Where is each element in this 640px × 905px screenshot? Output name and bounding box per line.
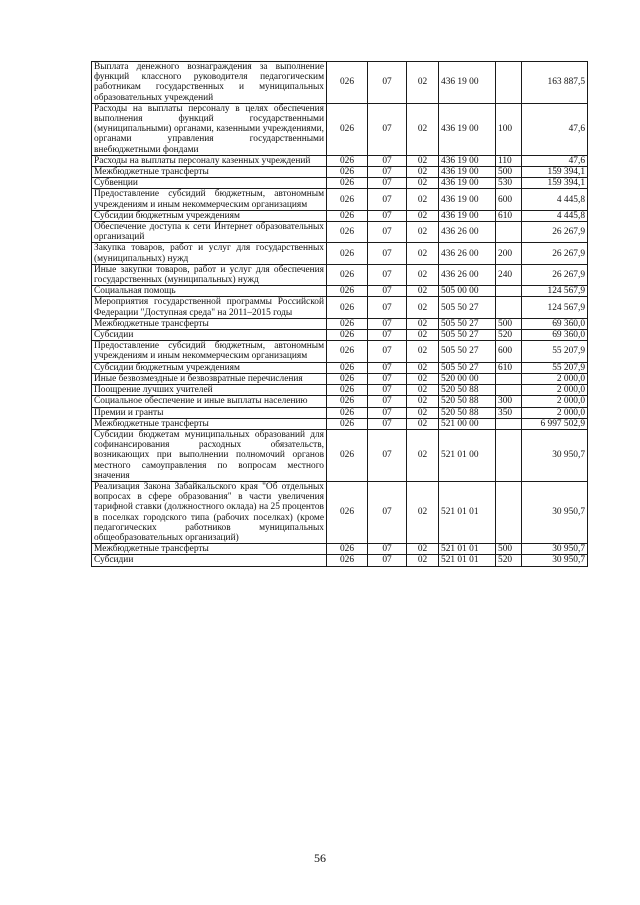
row-target-code: 521 01 01 bbox=[439, 544, 496, 555]
row-name: Обеспечение доступа к сети Интернет образовательных организаций bbox=[92, 222, 327, 243]
row-target-code: 436 19 00 bbox=[439, 178, 496, 189]
row-section-code: 07 bbox=[368, 297, 407, 318]
row-subsection-code: 02 bbox=[407, 62, 439, 104]
row-target-code: 521 01 01 bbox=[439, 481, 496, 543]
row-subsection-code: 02 bbox=[407, 286, 439, 297]
row-name: Субсидии бюджетным учреждениям bbox=[92, 210, 327, 221]
table-row bbox=[92, 429, 588, 481]
row-name: Субсидии бюджетам муниципальных образований для софинансирования расходных обязательств, возникающих при выполнении полномочий органов местного самоуправления по вопросам местного значения bbox=[92, 429, 327, 481]
row-name: Выплата денежного вознаграждения за выполнение функций классного руководителя педагогическим работникам государственных и муниципальных образовательных учреждений bbox=[92, 62, 327, 104]
row-expense-type-code: 100 bbox=[496, 103, 522, 155]
row-amount: 26 267,9 bbox=[522, 222, 588, 243]
row-amount: 124 567,9 bbox=[522, 286, 588, 297]
row-amount: 2 000,0 bbox=[522, 396, 588, 407]
row-expense-type-code: 600 bbox=[496, 189, 522, 210]
row-ved-code: 026 bbox=[327, 318, 368, 329]
row-amount: 26 267,9 bbox=[522, 243, 588, 264]
row-amount: 30 950,7 bbox=[522, 429, 588, 481]
row-section-code: 07 bbox=[368, 362, 407, 373]
row-name: Расходы на выплаты персоналу казенных учреждений bbox=[92, 155, 327, 166]
row-subsection-code: 02 bbox=[407, 407, 439, 418]
row-expense-type-code: 300 bbox=[496, 396, 522, 407]
row-expense-type-code bbox=[496, 222, 522, 243]
row-ved-code: 026 bbox=[327, 341, 368, 362]
row-ved-code: 026 bbox=[327, 62, 368, 104]
row-section-code: 07 bbox=[368, 178, 407, 189]
row-name: Расходы на выплаты персоналу в целях обеспечения выполнения функций государственными (муниципальными) органами, казенными учреждениями, органами управления государственными внебюджетными фондами bbox=[92, 103, 327, 155]
row-name: Поощрение лучших учителей bbox=[92, 385, 327, 396]
row-amount: 2 000,0 bbox=[522, 373, 588, 384]
table-row bbox=[92, 418, 588, 429]
row-expense-type-code bbox=[496, 286, 522, 297]
row-ved-code: 026 bbox=[327, 362, 368, 373]
row-subsection-code: 02 bbox=[407, 155, 439, 166]
row-subsection-code: 02 bbox=[407, 418, 439, 429]
table-row bbox=[92, 407, 588, 418]
row-target-code: 505 50 27 bbox=[439, 362, 496, 373]
row-amount: 2 000,0 bbox=[522, 385, 588, 396]
row-amount: 4 445,8 bbox=[522, 189, 588, 210]
row-subsection-code: 02 bbox=[407, 103, 439, 155]
row-target-code: 436 19 00 bbox=[439, 103, 496, 155]
row-subsection-code: 02 bbox=[407, 481, 439, 543]
row-amount: 159 394,1 bbox=[522, 167, 588, 178]
row-target-code: 520 50 88 bbox=[439, 407, 496, 418]
row-expense-type-code bbox=[496, 62, 522, 104]
row-section-code: 07 bbox=[368, 286, 407, 297]
row-amount: 6 997 502,9 bbox=[522, 418, 588, 429]
row-ved-code: 026 bbox=[327, 481, 368, 543]
row-expense-type-code: 500 bbox=[496, 544, 522, 555]
row-expense-type-code bbox=[496, 297, 522, 318]
row-section-code: 07 bbox=[368, 396, 407, 407]
row-expense-type-code: 110 bbox=[496, 155, 522, 166]
row-ved-code: 026 bbox=[327, 222, 368, 243]
row-section-code: 07 bbox=[368, 318, 407, 329]
table-row bbox=[92, 373, 588, 384]
table-row bbox=[92, 330, 588, 341]
row-section-code: 07 bbox=[368, 189, 407, 210]
row-subsection-code: 02 bbox=[407, 544, 439, 555]
row-name: Мероприятия государственной программы Российской Федерации "Доступная среда" на 2011–2015 годы bbox=[92, 297, 327, 318]
row-amount: 30 950,7 bbox=[522, 544, 588, 555]
table-row bbox=[92, 544, 588, 555]
row-subsection-code: 02 bbox=[407, 264, 439, 285]
row-amount: 69 360,0 bbox=[522, 330, 588, 341]
row-target-code: 505 50 27 bbox=[439, 297, 496, 318]
row-subsection-code: 02 bbox=[407, 243, 439, 264]
row-target-code: 436 19 00 bbox=[439, 167, 496, 178]
row-section-code: 07 bbox=[368, 155, 407, 166]
table-row bbox=[92, 167, 588, 178]
row-expense-type-code: 530 bbox=[496, 178, 522, 189]
table-row bbox=[92, 286, 588, 297]
table-row bbox=[92, 481, 588, 543]
row-amount: 30 950,7 bbox=[522, 555, 588, 566]
row-ved-code: 026 bbox=[327, 210, 368, 221]
row-section-code: 07 bbox=[368, 341, 407, 362]
row-ved-code: 026 bbox=[327, 418, 368, 429]
row-amount: 30 950,7 bbox=[522, 481, 588, 543]
row-section-code: 07 bbox=[368, 264, 407, 285]
table-row bbox=[92, 178, 588, 189]
row-ved-code: 026 bbox=[327, 189, 368, 210]
row-amount: 55 207,9 bbox=[522, 341, 588, 362]
row-ved-code: 026 bbox=[327, 396, 368, 407]
page-number: 56 bbox=[314, 851, 326, 865]
row-section-code: 07 bbox=[368, 243, 407, 264]
row-section-code: 07 bbox=[368, 555, 407, 566]
row-amount: 163 887,5 bbox=[522, 62, 588, 104]
row-expense-type-code bbox=[496, 418, 522, 429]
table-row bbox=[92, 222, 588, 243]
row-ved-code: 026 bbox=[327, 286, 368, 297]
row-name: Межбюджетные трансферты bbox=[92, 418, 327, 429]
row-target-code: 436 26 00 bbox=[439, 264, 496, 285]
row-subsection-code: 02 bbox=[407, 341, 439, 362]
row-subsection-code: 02 bbox=[407, 362, 439, 373]
row-name: Реализация Закона Забайкальского края "Об отдельных вопросах в сфере образования" в части увеличения тарифной ставки (должностного оклада) на 25 процентов в поселках городского типа (рабочих поселках) (кроме педагогических работников муниципальных общеобразовательных организаций) bbox=[92, 481, 327, 543]
row-subsection-code: 02 bbox=[407, 222, 439, 243]
table-body bbox=[92, 62, 588, 567]
row-amount: 55 207,9 bbox=[522, 362, 588, 373]
row-ved-code: 026 bbox=[327, 167, 368, 178]
row-subsection-code: 02 bbox=[407, 385, 439, 396]
row-target-code: 520 50 88 bbox=[439, 385, 496, 396]
row-name: Закупка товаров, работ и услуг для государственных (муниципальных) нужд bbox=[92, 243, 327, 264]
row-target-code: 436 19 00 bbox=[439, 155, 496, 166]
row-target-code: 436 19 00 bbox=[439, 189, 496, 210]
row-ved-code: 026 bbox=[327, 178, 368, 189]
row-section-code: 07 bbox=[368, 481, 407, 543]
row-name: Предоставление субсидий бюджетным, автономным учреждениям и иным некоммерческим организациям bbox=[92, 189, 327, 210]
row-ved-code: 026 bbox=[327, 385, 368, 396]
row-section-code: 07 bbox=[368, 385, 407, 396]
row-subsection-code: 02 bbox=[407, 330, 439, 341]
budget-table bbox=[91, 61, 588, 567]
row-target-code: 521 01 00 bbox=[439, 429, 496, 481]
row-section-code: 07 bbox=[368, 330, 407, 341]
row-amount: 124 567,9 bbox=[522, 297, 588, 318]
row-ved-code: 026 bbox=[327, 407, 368, 418]
row-expense-type-code bbox=[496, 373, 522, 384]
table-row bbox=[92, 341, 588, 362]
table-row bbox=[92, 189, 588, 210]
row-name: Социальная помощь bbox=[92, 286, 327, 297]
row-expense-type-code bbox=[496, 429, 522, 481]
row-expense-type-code: 500 bbox=[496, 318, 522, 329]
row-name: Иные закупки товаров, работ и услуг для обеспечения государственных (муниципальных) нужд bbox=[92, 264, 327, 285]
row-target-code: 505 00 00 bbox=[439, 286, 496, 297]
row-target-code: 436 26 00 bbox=[439, 243, 496, 264]
row-target-code: 505 50 27 bbox=[439, 341, 496, 362]
row-name: Межбюджетные трансферты bbox=[92, 544, 327, 555]
row-expense-type-code: 520 bbox=[496, 330, 522, 341]
table-row bbox=[92, 62, 588, 104]
row-expense-type-code bbox=[496, 481, 522, 543]
row-ved-code: 026 bbox=[327, 103, 368, 155]
row-ved-code: 026 bbox=[327, 429, 368, 481]
row-ved-code: 026 bbox=[327, 243, 368, 264]
row-amount: 159 394,1 bbox=[522, 178, 588, 189]
row-name: Иные безвозмездные и безвозвратные перечисления bbox=[92, 373, 327, 384]
table-row bbox=[92, 362, 588, 373]
row-subsection-code: 02 bbox=[407, 178, 439, 189]
row-target-code: 505 50 27 bbox=[439, 318, 496, 329]
row-name: Межбюджетные трансферты bbox=[92, 167, 327, 178]
row-section-code: 07 bbox=[368, 62, 407, 104]
row-name: Социальное обеспечение и иные выплаты населению bbox=[92, 396, 327, 407]
row-amount: 26 267,9 bbox=[522, 264, 588, 285]
row-target-code: 505 50 27 bbox=[439, 330, 496, 341]
row-ved-code: 026 bbox=[327, 155, 368, 166]
table-row bbox=[92, 210, 588, 221]
row-name: Субсидии bbox=[92, 555, 327, 566]
row-subsection-code: 02 bbox=[407, 189, 439, 210]
row-target-code: 436 19 00 bbox=[439, 62, 496, 104]
row-ved-code: 026 bbox=[327, 544, 368, 555]
table-row bbox=[92, 155, 588, 166]
row-ved-code: 026 bbox=[327, 373, 368, 384]
row-expense-type-code: 240 bbox=[496, 264, 522, 285]
table-row bbox=[92, 103, 588, 155]
row-ved-code: 026 bbox=[327, 264, 368, 285]
row-section-code: 07 bbox=[368, 103, 407, 155]
row-expense-type-code: 600 bbox=[496, 341, 522, 362]
row-name: Предоставление субсидий бюджетным, автономным учреждениям и иным некоммерческим организациям bbox=[92, 341, 327, 362]
row-name: Премии и гранты bbox=[92, 407, 327, 418]
row-expense-type-code: 610 bbox=[496, 362, 522, 373]
row-target-code: 436 26 00 bbox=[439, 222, 496, 243]
row-target-code: 520 50 88 bbox=[439, 396, 496, 407]
row-subsection-code: 02 bbox=[407, 396, 439, 407]
row-subsection-code: 02 bbox=[407, 297, 439, 318]
row-amount: 2 000,0 bbox=[522, 407, 588, 418]
row-subsection-code: 02 bbox=[407, 210, 439, 221]
row-amount: 47,6 bbox=[522, 103, 588, 155]
row-subsection-code: 02 bbox=[407, 167, 439, 178]
row-section-code: 07 bbox=[368, 373, 407, 384]
row-subsection-code: 02 bbox=[407, 555, 439, 566]
row-name: Субвенции bbox=[92, 178, 327, 189]
row-section-code: 07 bbox=[368, 418, 407, 429]
row-section-code: 07 bbox=[368, 429, 407, 481]
row-target-code: 436 19 00 bbox=[439, 210, 496, 221]
table-row bbox=[92, 318, 588, 329]
row-subsection-code: 02 bbox=[407, 373, 439, 384]
row-expense-type-code: 610 bbox=[496, 210, 522, 221]
table-row bbox=[92, 555, 588, 566]
row-amount: 69 360,0 bbox=[522, 318, 588, 329]
row-section-code: 07 bbox=[368, 407, 407, 418]
table-row bbox=[92, 264, 588, 285]
row-ved-code: 026 bbox=[327, 555, 368, 566]
row-target-code: 521 01 01 bbox=[439, 555, 496, 566]
row-expense-type-code: 520 bbox=[496, 555, 522, 566]
row-section-code: 07 bbox=[368, 222, 407, 243]
row-section-code: 07 bbox=[368, 210, 407, 221]
row-name: Субсидии bbox=[92, 330, 327, 341]
row-target-code: 521 00 00 bbox=[439, 418, 496, 429]
row-expense-type-code: 350 bbox=[496, 407, 522, 418]
row-expense-type-code bbox=[496, 385, 522, 396]
row-name: Субсидии бюджетным учреждениям bbox=[92, 362, 327, 373]
table-row bbox=[92, 396, 588, 407]
row-ved-code: 026 bbox=[327, 330, 368, 341]
row-amount: 47,6 bbox=[522, 155, 588, 166]
row-section-code: 07 bbox=[368, 167, 407, 178]
row-subsection-code: 02 bbox=[407, 429, 439, 481]
table-row bbox=[92, 243, 588, 264]
row-amount: 4 445,8 bbox=[522, 210, 588, 221]
row-section-code: 07 bbox=[368, 544, 407, 555]
row-target-code: 520 00 00 bbox=[439, 373, 496, 384]
row-subsection-code: 02 bbox=[407, 318, 439, 329]
table-row bbox=[92, 297, 588, 318]
row-ved-code: 026 bbox=[327, 297, 368, 318]
table-row bbox=[92, 385, 588, 396]
row-expense-type-code: 500 bbox=[496, 167, 522, 178]
row-expense-type-code: 200 bbox=[496, 243, 522, 264]
row-name: Межбюджетные трансферты bbox=[92, 318, 327, 329]
